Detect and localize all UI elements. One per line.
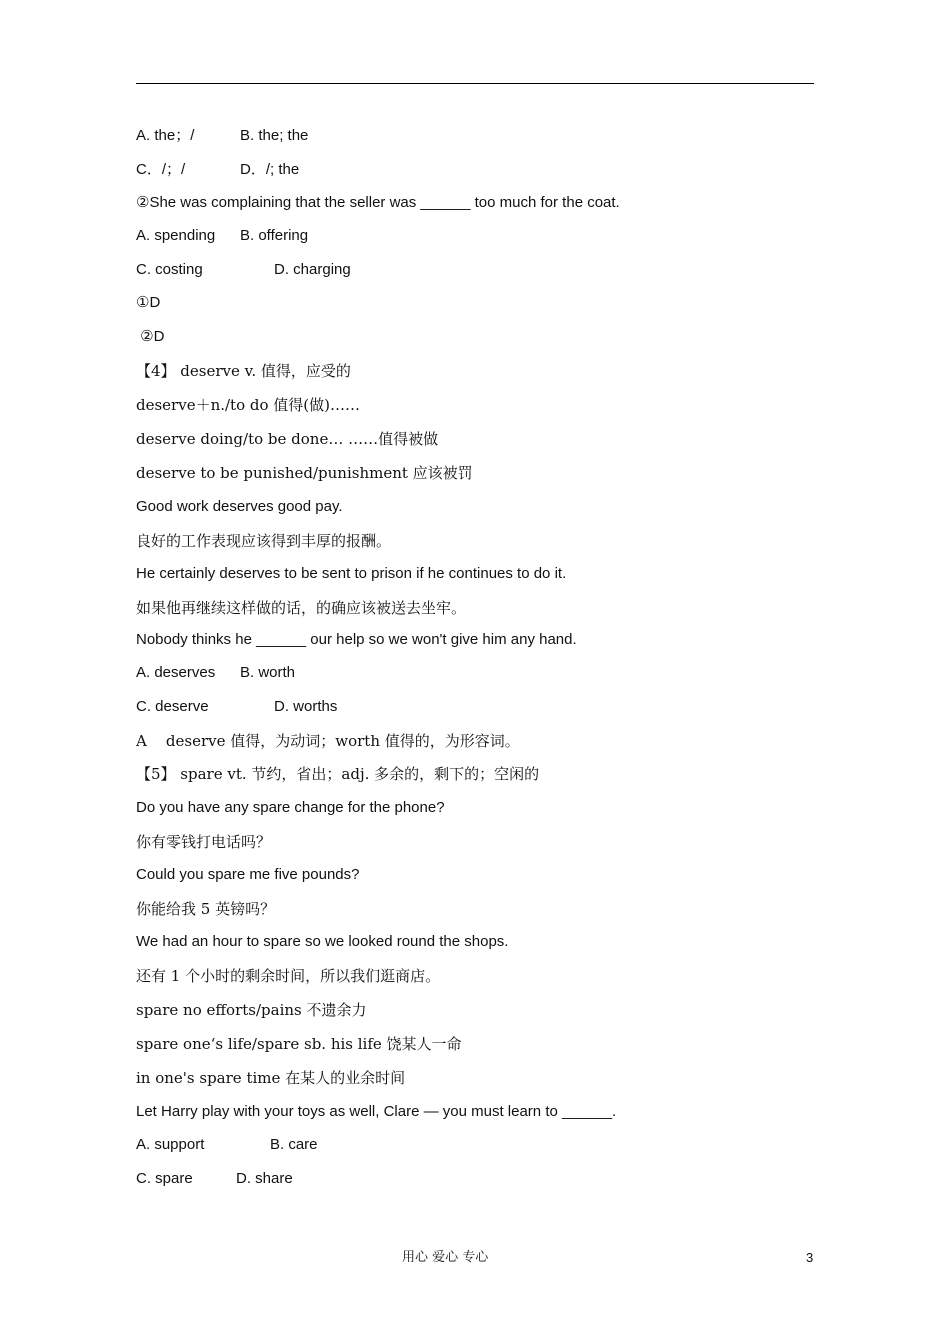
line-text: deserve doing/to be done… ……值得被做 bbox=[136, 430, 439, 448]
line-text: in one's spare time 在某人的业余时间 bbox=[136, 1069, 406, 1087]
line-text: 还有 1 个小时的剩余时间，所以我们逛商店。 bbox=[136, 967, 441, 985]
text-line bbox=[136, 630, 577, 650]
option-text: D. worths bbox=[274, 698, 338, 715]
option-text: D. share bbox=[236, 1170, 293, 1187]
line-text: A. deserves bbox=[136, 664, 216, 681]
line-text: Could you spare me five pounds? bbox=[136, 866, 360, 883]
text-line bbox=[136, 126, 309, 146]
line-text: C. deserve bbox=[136, 698, 209, 715]
line-text: 你能给我 5 英镑吗？ bbox=[136, 900, 276, 918]
line-text: A. spending bbox=[136, 227, 216, 244]
text-line bbox=[136, 1169, 293, 1189]
option-text: D．/; the bbox=[240, 161, 300, 178]
line-text: 良好的工作表现应该得到丰厚的报酬。 bbox=[136, 532, 392, 550]
line-text: 【4】 deserve v. 值得，应受的 bbox=[136, 362, 351, 380]
line-text: Do you have any spare change for the phone? bbox=[136, 799, 445, 816]
line-text: A. the；/ bbox=[136, 127, 195, 144]
text-line bbox=[136, 663, 296, 683]
text-line bbox=[136, 226, 309, 246]
line-text: Good work deserves good pay. bbox=[136, 498, 343, 515]
line-text: ②D bbox=[136, 328, 165, 345]
line-text: deserve＋n./to do 值得(做)…… bbox=[136, 396, 360, 414]
text-line bbox=[136, 463, 473, 483]
footer-motto: 用心 爱心 专心 bbox=[402, 1250, 489, 1265]
text-line bbox=[136, 1102, 616, 1122]
text-line bbox=[136, 260, 351, 280]
option-text: B. care bbox=[270, 1136, 318, 1153]
line-text: Nobody thinks he ______ our help so we won't give him any hand. bbox=[136, 631, 577, 648]
text-line bbox=[136, 193, 620, 213]
line-text: 如果他再继续这样做的话，的确应该被送去坐牢。 bbox=[136, 599, 467, 617]
line-text: C．/；/ bbox=[136, 161, 186, 178]
text-line bbox=[136, 832, 271, 852]
line-text: We had an hour to spare so we looked round the shops. bbox=[136, 933, 509, 950]
text-line bbox=[136, 429, 438, 449]
text-line bbox=[136, 531, 391, 551]
option-text: B. the; the bbox=[240, 127, 309, 144]
text-line bbox=[136, 798, 445, 818]
text-line bbox=[136, 966, 440, 986]
option-text: B. worth bbox=[240, 664, 296, 681]
line-text: Let Harry play with your toys as well, Clare — you must learn to ______. bbox=[136, 1103, 617, 1120]
line-text: ②She was complaining that the seller was ______ too much for the coat. bbox=[136, 194, 620, 211]
line-text: A deserve 值得，为动词；worth 值得的，为形容词。 bbox=[136, 732, 520, 750]
line-text: C. costing bbox=[136, 261, 203, 278]
text-line bbox=[136, 1135, 318, 1155]
text-line bbox=[136, 598, 466, 618]
text-line bbox=[136, 564, 566, 584]
text-line bbox=[136, 1068, 405, 1088]
option-text: D. charging bbox=[274, 261, 351, 278]
text-line bbox=[136, 1000, 367, 1020]
line-text: C. spare bbox=[136, 1170, 193, 1187]
text-line bbox=[136, 697, 338, 717]
line-text: deserve to be punished/punishment 应该被罚 bbox=[136, 464, 473, 482]
line-text: 你有零钱打电话吗？ bbox=[136, 833, 272, 851]
text-line bbox=[136, 395, 360, 415]
text-line bbox=[136, 160, 300, 180]
text-line bbox=[136, 497, 343, 517]
page-number: 3 bbox=[806, 1250, 814, 1265]
text-line bbox=[136, 361, 351, 381]
text-line bbox=[136, 731, 520, 751]
line-text: spare no efforts/pains 不遗余力 bbox=[136, 1001, 367, 1019]
text-line bbox=[136, 899, 275, 919]
line-text: He certainly deserves to be sent to prison if he continues to do it. bbox=[136, 565, 567, 582]
line-text: 【5】 spare vt. 节约，省出；adj. 多余的，剩下的；空闲的 bbox=[136, 765, 540, 783]
text-line bbox=[136, 293, 160, 313]
text-line bbox=[136, 932, 508, 952]
text-line bbox=[136, 1034, 462, 1054]
line-text: spare one‘s life/spare sb. his life 饶某人一命 bbox=[136, 1035, 462, 1053]
line-text: ①D bbox=[136, 294, 161, 311]
option-text: B. offering bbox=[240, 227, 309, 244]
line-text: A. support bbox=[136, 1136, 205, 1153]
header-rule bbox=[136, 83, 814, 84]
text-line bbox=[136, 865, 359, 885]
text-line bbox=[136, 764, 539, 784]
text-line bbox=[136, 327, 164, 347]
